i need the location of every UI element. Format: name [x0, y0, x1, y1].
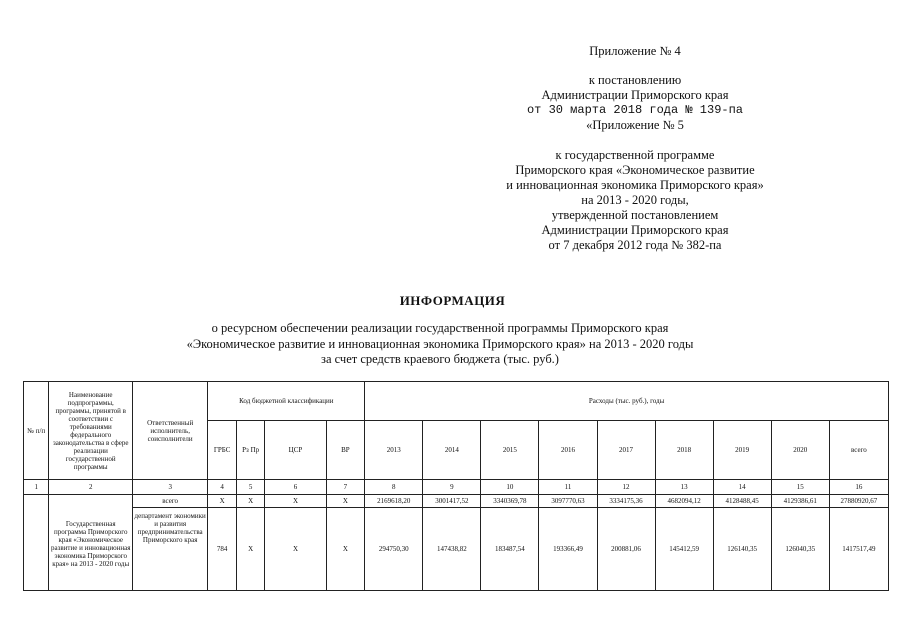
subtitle-line-3: за счет средств краевого бюджета (тыс. руб.)	[321, 352, 559, 366]
header-budget-code: Код бюджетной классификации	[208, 382, 365, 421]
total-cell: 27880920,67	[829, 495, 888, 508]
header-no: № п/п	[24, 382, 49, 480]
col-number: 6	[265, 480, 326, 495]
document-title: ИНФОРМАЦИЯ	[399, 293, 506, 308]
col-number: 3	[133, 480, 208, 495]
appendix-5-line: «Приложение № 5	[586, 118, 684, 132]
value-cell: 3334175,36	[597, 495, 655, 508]
value-cell: 3097770,63	[539, 495, 597, 508]
header-rzpr: Рз Пр	[236, 421, 265, 480]
row-vr: X	[326, 495, 365, 508]
header-year: 2017	[597, 421, 655, 480]
header-year: 2019	[713, 421, 771, 480]
program-ref-line1: к государственной программе	[555, 148, 715, 162]
to-resolution: к постановлению	[588, 73, 682, 87]
total-cell: 1417517,49	[829, 508, 888, 591]
row-csr: X	[265, 508, 326, 591]
row-rzpr: X	[236, 495, 265, 508]
resource-table	[23, 381, 889, 591]
value-cell: 3001417,52	[423, 495, 481, 508]
col-number: 5	[236, 480, 265, 495]
appendix-number: Приложение № 4	[589, 44, 681, 58]
value-cell: 193366,49	[539, 508, 597, 591]
program-ref-line5: утвержденной постановлением	[551, 208, 719, 222]
header-year: 2020	[771, 421, 829, 480]
row-responsible: всего	[133, 495, 208, 508]
value-cell: 4129386,61	[771, 495, 829, 508]
header-expenses: Расходы (тыс. руб.), годы	[365, 382, 889, 421]
col-number: 2	[49, 480, 133, 495]
col-number: 1	[24, 480, 49, 495]
value-cell: 145412,59	[655, 508, 713, 591]
row-grbs: 784	[208, 508, 237, 591]
header-grbs: ГРБС	[208, 421, 237, 480]
header-csr: ЦСР	[265, 421, 326, 480]
col-number: 9	[423, 480, 481, 495]
col-number: 12	[597, 480, 655, 495]
value-cell: 147438,82	[423, 508, 481, 591]
header-name: Наименование подпрограммы, программы, принятой в соответствии с требованиями федерального законодательства в сфере реализации государственной программы	[49, 382, 133, 480]
col-number: 14	[713, 480, 771, 495]
header-vr: ВР	[326, 421, 365, 480]
program-ref-line3: и инновационная экономика Приморского края»	[506, 178, 764, 192]
subtitle-line-2: «Экономическое развитие и инновационная экономика Приморского края» на 2013 - 2020 годы	[186, 336, 694, 351]
row-csr: X	[265, 495, 326, 508]
value-cell: 4682094,12	[655, 495, 713, 508]
col-number: 16	[829, 480, 888, 495]
header-year: 2015	[481, 421, 539, 480]
value-cell: 3340369,78	[481, 495, 539, 508]
program-ref-line4: на 2013 - 2020 годы,	[581, 193, 689, 207]
table-row	[24, 495, 889, 508]
value-cell: 200881,06	[597, 508, 655, 591]
row-vr: X	[326, 508, 365, 591]
program-ref-line2: Приморского края «Экономическое развитие	[515, 163, 755, 177]
subtitle-line-1: о ресурсном обеспечении реализации государственной программы Приморского края	[211, 321, 669, 335]
value-cell: 126140,35	[713, 508, 771, 591]
program-name: Государственная программа Приморского края «Экономическое развитие и инновационная экономика Приморского края» на 2013 - 2020 годы	[49, 495, 133, 591]
row-no	[24, 495, 49, 591]
row-grbs: X	[208, 495, 237, 508]
header-year: 2014	[423, 421, 481, 480]
col-number: 7	[326, 480, 365, 495]
resolution-date: от 30 марта 2018 года № 139-па	[526, 103, 744, 117]
header-total: всего	[829, 421, 888, 480]
program-ref-line6: Администрации Приморского края	[541, 223, 729, 237]
row-responsible: департамент экономики и развития предпринимательства Приморского края	[133, 508, 208, 591]
table-row	[24, 508, 889, 591]
value-cell: 126040,35	[771, 508, 829, 591]
header-responsible: Ответственный исполнитель, соисполнители	[133, 382, 208, 480]
col-number: 10	[481, 480, 539, 495]
col-number: 15	[771, 480, 829, 495]
col-number: 13	[655, 480, 713, 495]
header-year: 2013	[365, 421, 423, 480]
col-number: 4	[208, 480, 237, 495]
header-year: 2018	[655, 421, 713, 480]
value-cell: 2169618,20	[365, 495, 423, 508]
header-year: 2016	[539, 421, 597, 480]
document-subtitle	[0, 321, 880, 368]
program-ref-line7: от 7 декабря 2012 года № 382-па	[548, 238, 722, 252]
value-cell: 4128488,45	[713, 495, 771, 508]
value-cell: 294750,30	[365, 508, 423, 591]
administration-line: Администрации Приморского края	[541, 88, 729, 102]
col-number: 8	[365, 480, 423, 495]
value-cell: 183487,54	[481, 508, 539, 591]
row-rzpr: X	[236, 508, 265, 591]
col-number: 11	[539, 480, 597, 495]
